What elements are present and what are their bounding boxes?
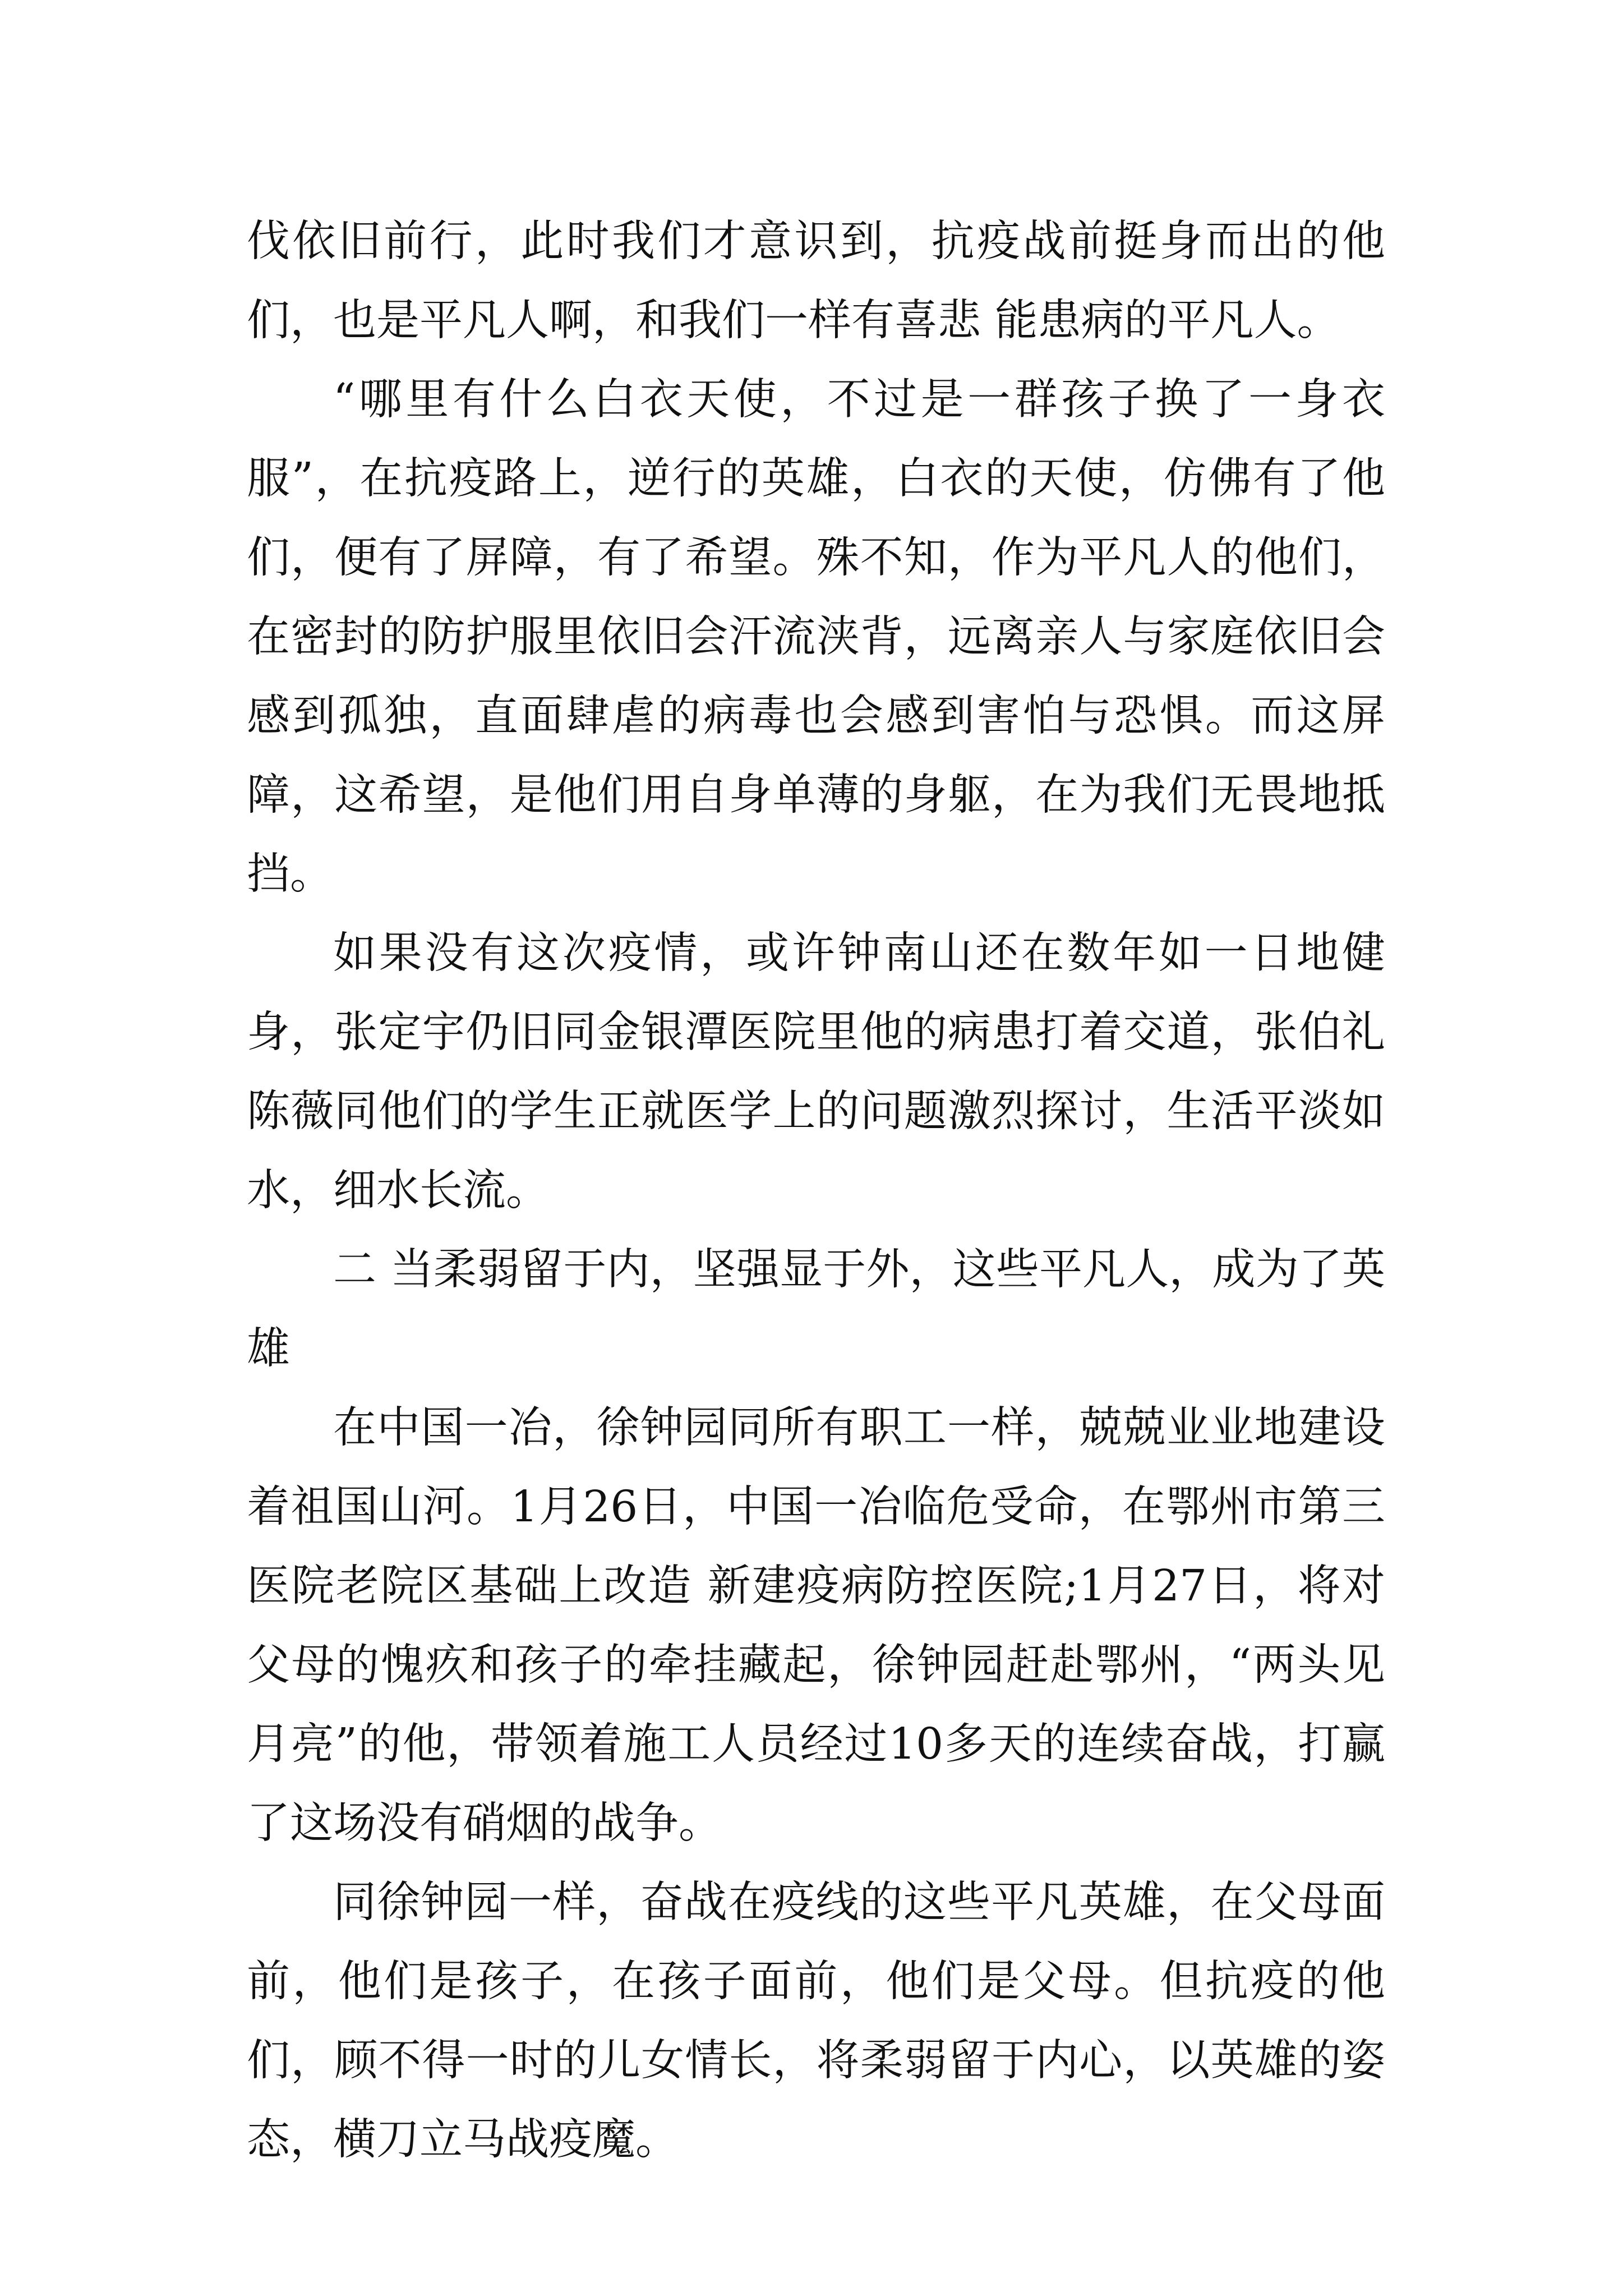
- paragraph-white-angels: “哪里有什么白衣天使，不过是一群孩子换了一身衣服”，在抗疫路上，逆行的英雄，白衣的天使，仿佛有了他们，便有了屏障，有了希望。殊不知，作为平凡人的他们，在密封的防护服里依旧会汗流浃背，远离亲人与家庭依旧会感到孤独，直面肆虐的病毒也会感到害怕与恐惧。而这屏障，这希望，是他们用自身单薄的身躯，在为我们无畏地抵挡。: [247, 375, 1385, 899]
- paragraph-continued: 伐依旧前行，此时我们才意识到，抗疫战前挺身而出的他们，也是平凡人啊，和我们一样有喜悲 能患病的平凡人。: [247, 217, 1385, 346]
- body-text: [247, 202, 1385, 2179]
- paragraph-ordinary-heroes: 同徐钟园一样，奋战在疫线的这些平凡英雄，在父母面前，他们是孩子，在孩子面前，他们是父母。但抗疫的他们，顾不得一时的儿女情长，将柔弱留于内心，以英雄的姿态，横刀立马战疫魔。: [247, 1878, 1385, 2165]
- section-heading-two: 二 当柔弱留于内，坚强显于外，这些平凡人，成为了英雄: [247, 1245, 1385, 1374]
- paragraph-without-epidemic: 如果没有这次疫情，或许钟南山还在数年如一日地健身，张定宇仍旧同金银潭医院里他的病患打着交道，张伯礼 陈薇同他们的学生正就医学上的问题激烈探讨，生活平淡如水，细水长流。: [247, 928, 1385, 1216]
- paragraph-china-first-metallurgical: 在中国一冶，徐钟园同所有职工一样，兢兢业业地建设着祖国山河。1月26日，中国一冶临危受命，在鄂州市第三医院老院区基础上改造 新建疫病防控医院;1月27日，将对父母的愧疚和孩子的牵挂藏起，徐钟园赶赴鄂州，“两头见月亮”的他，带领着施工人员经过10多天的连续奋战，打赢了这场没有硝烟的战争。: [247, 1403, 1385, 1848]
